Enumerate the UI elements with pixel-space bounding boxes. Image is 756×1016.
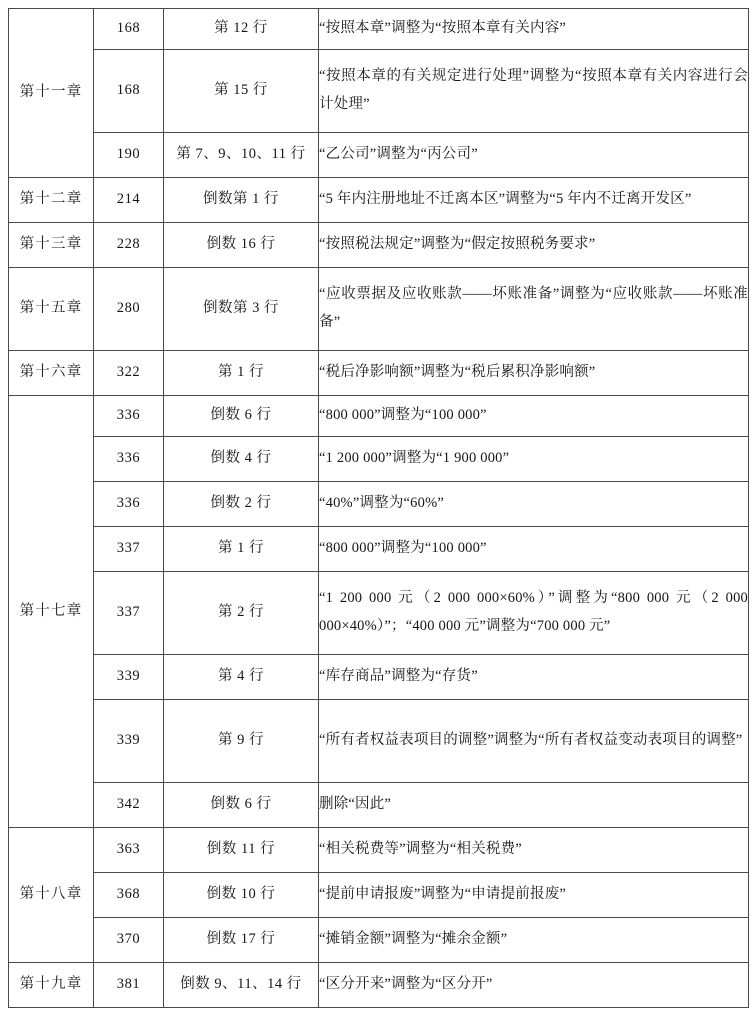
line-reference-cell: 倒数 6 行 — [164, 396, 319, 437]
table-row — [9, 700, 749, 783]
page-number-cell: 280 — [94, 268, 164, 351]
line-reference-cell: 倒数第 1 行 — [164, 178, 319, 223]
table-row — [9, 133, 749, 178]
correction-text-cell — [319, 482, 749, 527]
line-reference-cell: 倒数第 3 行 — [164, 268, 319, 351]
correction-text: “40%”调整为“60%” — [319, 495, 445, 512]
correction-text: “按照本章”调整为“按照本章有关内容” — [319, 20, 567, 37]
page-number-cell: 368 — [94, 873, 164, 918]
correction-text-cell — [319, 700, 749, 783]
table-row — [9, 268, 749, 351]
line-reference-cell: 倒数 9、11、14 行 — [164, 963, 319, 1008]
line-reference-cell: 第 7、9、10、11 行 — [164, 133, 319, 178]
page-number-cell: 214 — [94, 178, 164, 223]
table-row — [9, 963, 749, 1008]
table-row — [9, 178, 749, 223]
table-row — [9, 655, 749, 700]
chapter-cell: 第十九章 — [9, 963, 94, 1008]
page-number-cell: 228 — [94, 223, 164, 268]
correction-text-cell — [319, 572, 749, 655]
correction-text: “800 000”调整为“100 000” — [319, 407, 487, 424]
errata-table — [8, 8, 749, 1008]
correction-text-cell — [319, 437, 749, 482]
table-row — [9, 223, 749, 268]
page-number-cell: 337 — [94, 527, 164, 572]
correction-text: “1 200 000 元（2 000 000×60%）”调整为“800 000 元（2 000 000×40%）”；“400 000 元”调整为“700 000 元” — [319, 590, 748, 634]
correction-text-cell — [319, 396, 749, 437]
correction-text: “5 年内注册地址不迁离本区”调整为“5 年内不迁离开发区” — [319, 191, 692, 208]
chapter-cell: 第十六章 — [9, 351, 94, 396]
page-number-cell: 339 — [94, 655, 164, 700]
correction-text: “相关税费等”调整为“相关税费” — [319, 841, 522, 858]
correction-text-cell — [319, 873, 749, 918]
line-reference-cell: 倒数 16 行 — [164, 223, 319, 268]
chapter-cell: 第十一章 — [9, 9, 94, 178]
correction-text: “乙公司”调整为“丙公司” — [319, 146, 478, 163]
table-row — [9, 50, 749, 133]
correction-text-cell — [319, 963, 749, 1008]
correction-text-cell — [319, 178, 749, 223]
line-reference-cell: 倒数 17 行 — [164, 918, 319, 963]
correction-text-cell — [319, 655, 749, 700]
correction-text: “库存商品”调整为“存货” — [319, 668, 478, 685]
table-row — [9, 396, 749, 437]
line-reference-cell: 第 1 行 — [164, 527, 319, 572]
table-row — [9, 482, 749, 527]
correction-text-cell — [319, 9, 749, 50]
chapter-cell: 第十八章 — [9, 828, 94, 963]
correction-text: “按照税法规定”调整为“假定按照税务要求” — [319, 236, 596, 253]
correction-text: “摊销金额”调整为“摊余金额” — [319, 931, 508, 948]
line-reference-cell: 第 1 行 — [164, 351, 319, 396]
chapter-cell: 第十三章 — [9, 223, 94, 268]
correction-text: 删除“因此” — [319, 796, 392, 813]
correction-text-cell — [319, 918, 749, 963]
page-number-cell: 381 — [94, 963, 164, 1008]
correction-text: “提前申请报废”调整为“申请提前报废” — [319, 886, 567, 903]
page-number-cell: 336 — [94, 396, 164, 437]
line-reference-cell: 倒数 11 行 — [164, 828, 319, 873]
correction-text: “800 000”调整为“100 000” — [319, 540, 487, 557]
table-row — [9, 437, 749, 482]
correction-text: “按照本章的有关规定进行处理”调整为“按照本章有关内容进行会计处理” — [319, 68, 748, 112]
page-number-cell: 370 — [94, 918, 164, 963]
table-row — [9, 351, 749, 396]
correction-text-cell — [319, 268, 749, 351]
line-reference-cell: 倒数 2 行 — [164, 482, 319, 527]
correction-text-cell — [319, 351, 749, 396]
correction-text: “应收票据及应收账款——坏账准备”调整为“应收账款——坏账准备” — [319, 286, 748, 330]
correction-text-cell — [319, 133, 749, 178]
line-reference-cell: 倒数 6 行 — [164, 783, 319, 828]
page-number-cell: 190 — [94, 133, 164, 178]
table-row — [9, 873, 749, 918]
page-number-cell: 336 — [94, 482, 164, 527]
page-number-cell: 336 — [94, 437, 164, 482]
correction-text-cell — [319, 783, 749, 828]
table-row — [9, 527, 749, 572]
table-row — [9, 918, 749, 963]
page-number-cell: 322 — [94, 351, 164, 396]
correction-text: “区分开来”调整为“区分开” — [319, 976, 493, 993]
correction-text-cell — [319, 527, 749, 572]
chapter-cell: 第十二章 — [9, 178, 94, 223]
errata-table-body — [9, 9, 749, 1008]
line-reference-cell: 第 2 行 — [164, 572, 319, 655]
page-number-cell: 168 — [94, 50, 164, 133]
correction-text-cell — [319, 223, 749, 268]
page-number-cell: 337 — [94, 572, 164, 655]
page-number-cell: 342 — [94, 783, 164, 828]
correction-text: “税后净影响额”调整为“税后累积净影响额” — [319, 364, 596, 381]
page-number-cell: 339 — [94, 700, 164, 783]
chapter-cell: 第十五章 — [9, 268, 94, 351]
page-number-cell: 168 — [94, 9, 164, 50]
correction-text: “1 200 000”调整为“1 900 000” — [319, 450, 510, 467]
line-reference-cell: 倒数 4 行 — [164, 437, 319, 482]
chapter-cell: 第十七章 — [9, 396, 94, 828]
table-row — [9, 572, 749, 655]
table-row — [9, 783, 749, 828]
line-reference-cell: 第 15 行 — [164, 50, 319, 133]
correction-text: “所有者权益表项目的调整”调整为“所有者权益变动表项目的调整” — [319, 732, 743, 749]
correction-text-cell — [319, 828, 749, 873]
table-row — [9, 828, 749, 873]
page-number-cell: 363 — [94, 828, 164, 873]
line-reference-cell: 第 12 行 — [164, 9, 319, 50]
correction-text-cell — [319, 50, 749, 133]
line-reference-cell: 第 9 行 — [164, 700, 319, 783]
line-reference-cell: 倒数 10 行 — [164, 873, 319, 918]
table-row — [9, 9, 749, 50]
line-reference-cell: 第 4 行 — [164, 655, 319, 700]
